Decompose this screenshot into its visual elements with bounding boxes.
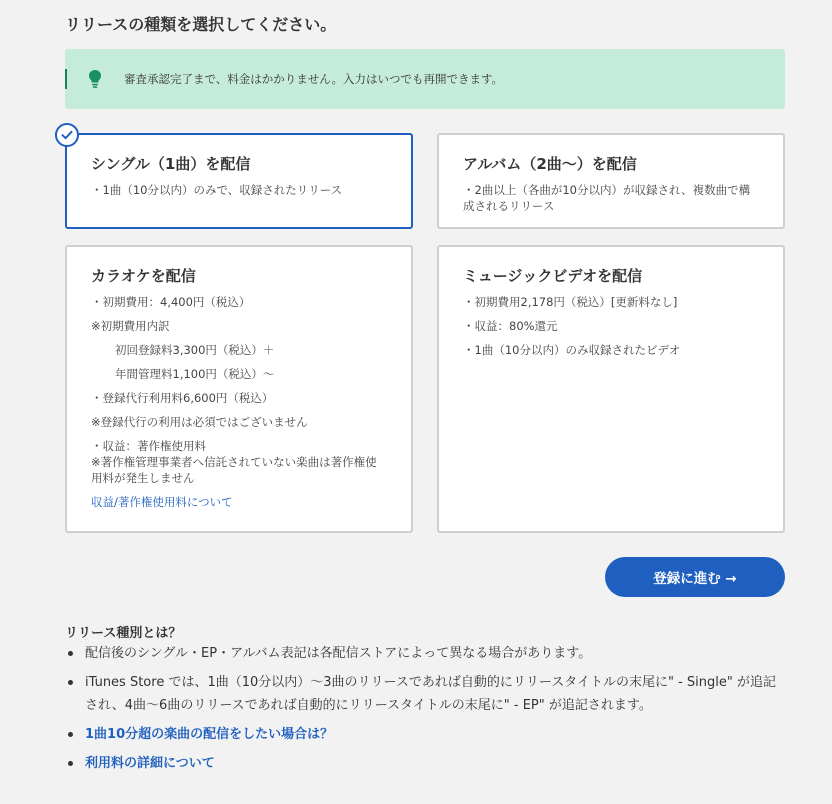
- release-type-karaoke-card[interactable]: [65, 245, 413, 533]
- faq-heading: リリース種別とは？: [65, 626, 182, 641]
- royalty-info-link[interactable]: 収益/著作権使用料について: [91, 495, 233, 509]
- card-line: ※登録代行の利用は必須ではございません: [91, 415, 308, 429]
- card-title: カラオケを配信: [91, 267, 196, 285]
- card-line: ※初期費用内訳: [91, 319, 170, 333]
- release-type-single-card[interactable]: [65, 133, 413, 229]
- info-notice: [65, 49, 785, 109]
- card-title: ミュージックビデオを配信: [463, 267, 643, 285]
- card-title: シングル（1曲）を配信: [91, 155, 251, 173]
- card-line: ・1曲（10分以内）のみ収録されたビデオ: [463, 343, 681, 357]
- card-line: ・初期費用2,178円（税込）[更新料なし]: [463, 295, 678, 309]
- over-10-min-link[interactable]: 1曲10分超の楽曲の配信をしたい場合は？: [65, 723, 785, 746]
- notice-accent-bar: [65, 69, 67, 89]
- lightbulb-icon: [87, 69, 103, 89]
- list-item: iTunes Store では、1曲（10分以内）〜3曲のリリースであれば自動的にリリースタイトルの末尾に" - Single" が追記され、4曲〜6曲のリリースであれば自動的にリリースタイトルの末尾に" - EP" が追記されます。: [65, 671, 785, 717]
- card-line: ・収益：著作権使用料: [91, 439, 206, 453]
- page-title: リリースの種類を選択してください。: [65, 15, 337, 34]
- release-type-album-card[interactable]: [437, 133, 785, 229]
- proceed-to-registration-button[interactable]: 登録に進む →: [605, 557, 785, 597]
- fee-details-link[interactable]: 利用料の詳細について: [65, 752, 785, 775]
- card-line: ・登録代行利用料6,600円（税込）: [91, 391, 274, 405]
- card-line: 年間管理料1,100円（税込）～: [115, 367, 275, 381]
- card-line: ・収益：80%還元: [463, 319, 558, 333]
- faq-list: [65, 642, 785, 781]
- selected-check-icon: [55, 123, 79, 147]
- list-item: 配信後のシングル・EP・アルバム表記は各配信ストアによって異なる場合があります。: [65, 642, 785, 665]
- notice-text: 審査承認完了まで、料金はかかりません。入力はいつでも再開できます。: [124, 72, 504, 86]
- card-description: ・2曲以上（各曲が10分以内）が収録され、複数曲で構成されるリリース: [463, 183, 751, 213]
- card-title: アルバム（2曲～）を配信: [463, 155, 637, 173]
- card-line: 初回登録料3,300円（税込）＋: [115, 343, 275, 357]
- release-type-music-video-card[interactable]: [437, 245, 785, 533]
- card-description: ・1曲（10分以内）のみで、収録されたリリース: [91, 183, 343, 197]
- card-line: ※著作権管理事業者へ信託されていない楽曲は著作権使用料が発生しません: [91, 455, 377, 485]
- card-line: ・初期費用：4,400円（税込）: [91, 295, 251, 309]
